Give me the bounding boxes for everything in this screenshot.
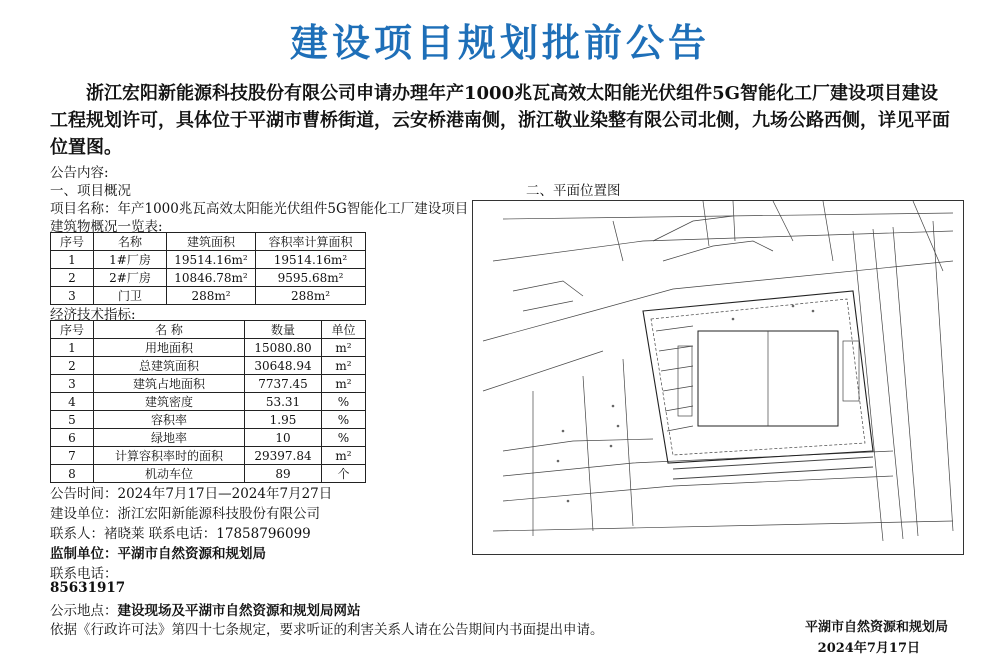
column-header: 名 称 <box>94 321 245 339</box>
location-label: 公示地点： <box>50 603 118 619</box>
table-cell: 15080.80 <box>245 339 322 357</box>
table-cell: 总建筑面积 <box>94 357 245 375</box>
table-cell: 用地面积 <box>94 339 245 357</box>
table-cell: 门卫 <box>94 287 167 305</box>
table-cell: 10 <box>245 429 322 447</box>
table-row <box>51 287 366 305</box>
table-cell: 2#厂房 <box>94 269 167 287</box>
table-cell: 1 <box>51 251 94 269</box>
table-cell: 1 <box>51 339 94 357</box>
intro-paragraph: 浙江宏阳新能源科技股份有限公司申请办理年产1000兆瓦高效太阳能光伏组件5G智能化工厂建设项目建设工程规划许可，具体位于平湖市曹桥街道，云安桥港南侧，浙江敬业染整有限公司北侧，九场公路西侧，详见平面位置图。 <box>50 83 950 158</box>
section1-heading: 一、项目概况 <box>50 183 131 199</box>
supervisor: 监制单位：平湖市自然资源和规划局 <box>50 546 266 562</box>
table-cell: m² <box>322 447 366 465</box>
table-cell: m² <box>322 339 366 357</box>
table-cell: 6 <box>51 429 94 447</box>
table-cell: 机动车位 <box>94 465 245 483</box>
column-header: 容积率计算面积 <box>256 233 366 251</box>
table-cell: 9595.68m² <box>256 269 366 287</box>
table-cell: 1#厂房 <box>94 251 167 269</box>
site-plan-drawing <box>473 201 963 554</box>
table-cell: 29397.84 <box>245 447 322 465</box>
table-row <box>51 357 366 375</box>
table-cell: 个 <box>322 465 366 483</box>
table-header-row <box>51 321 366 339</box>
column-header: 数量 <box>245 321 322 339</box>
table-cell: 288m² <box>256 287 366 305</box>
table-cell: 2 <box>51 357 94 375</box>
table-cell: 19514.16m² <box>167 251 256 269</box>
column-header: 序号 <box>51 321 94 339</box>
site-plan-map <box>472 200 964 555</box>
table-cell: 计算容积率时的面积 <box>94 447 245 465</box>
table-cell: 4 <box>51 393 94 411</box>
table-row <box>51 465 366 483</box>
table-cell: 10846.78m² <box>167 269 256 287</box>
table-row <box>51 375 366 393</box>
table-cell: 288m² <box>167 287 256 305</box>
table-cell: % <box>322 429 366 447</box>
contact-phone: 85631917 <box>50 580 126 596</box>
table-cell: % <box>322 411 366 429</box>
table-cell: % <box>322 393 366 411</box>
table-cell: 5 <box>51 411 94 429</box>
table-row <box>51 447 366 465</box>
table-cell: 7737.45 <box>245 375 322 393</box>
table-row <box>51 393 366 411</box>
column-header: 建筑面积 <box>167 233 256 251</box>
column-header: 单位 <box>322 321 366 339</box>
table-cell: 绿地率 <box>94 429 245 447</box>
table-cell: 容积率 <box>94 411 245 429</box>
location-row <box>50 599 361 619</box>
table-row <box>51 411 366 429</box>
location-value: 建设现场及平湖市自然资源和规划局网站 <box>117 603 361 619</box>
page-title: 建设项目规划批前公告 <box>289 21 710 65</box>
table-cell: 19514.16m² <box>256 251 366 269</box>
contact: 联系人：褚晓莱 联系电话：17858796099 <box>50 526 311 542</box>
table-cell: 89 <box>245 465 322 483</box>
table-cell: 建筑占地面积 <box>94 375 245 393</box>
builder: 建设单位：浙江宏阳新能源科技股份有限公司 <box>50 506 320 522</box>
section2-heading: 二、平面位置图 <box>526 183 621 199</box>
table-cell: 建筑密度 <box>94 393 245 411</box>
table-row <box>51 251 366 269</box>
table-cell: 8 <box>51 465 94 483</box>
table-cell: m² <box>322 375 366 393</box>
footer-date: 2024年7月17日 <box>817 641 920 656</box>
table-cell: 3 <box>51 375 94 393</box>
buildings-table <box>50 232 366 305</box>
notice-period: 公告时间：2024年7月17日—2024年7月27日 <box>50 486 333 502</box>
legal-basis: 依据《行政许可法》第四十七条规定，要求听证的利害关系人请在公告期间内书面提出申请。 <box>50 622 604 638</box>
contact-phone-label: 联系电话： <box>50 566 118 582</box>
notice-content-label: 公告内容: <box>50 165 109 181</box>
table-row <box>51 269 366 287</box>
tech-table <box>50 320 366 483</box>
table-cell: 7 <box>51 447 94 465</box>
building-list-label: 建筑物概况一览表: <box>50 219 163 235</box>
table-row <box>51 339 366 357</box>
table-row <box>51 429 366 447</box>
table-cell: 2 <box>51 269 94 287</box>
table-cell: 3 <box>51 287 94 305</box>
column-header: 名称 <box>94 233 167 251</box>
column-header: 序号 <box>51 233 94 251</box>
table-cell: 30648.94 <box>245 357 322 375</box>
tech-label: 经济技术指标: <box>50 307 136 323</box>
project-name: 项目名称：年产1000兆瓦高效太阳能光伏组件5G智能化工厂建设项目 <box>50 201 469 217</box>
table-header-row <box>51 233 366 251</box>
table-cell: 53.31 <box>245 393 322 411</box>
footer-org: 平湖市自然资源和规划局 <box>804 620 948 635</box>
table-cell: m² <box>322 357 366 375</box>
table-cell: 1.95 <box>245 411 322 429</box>
